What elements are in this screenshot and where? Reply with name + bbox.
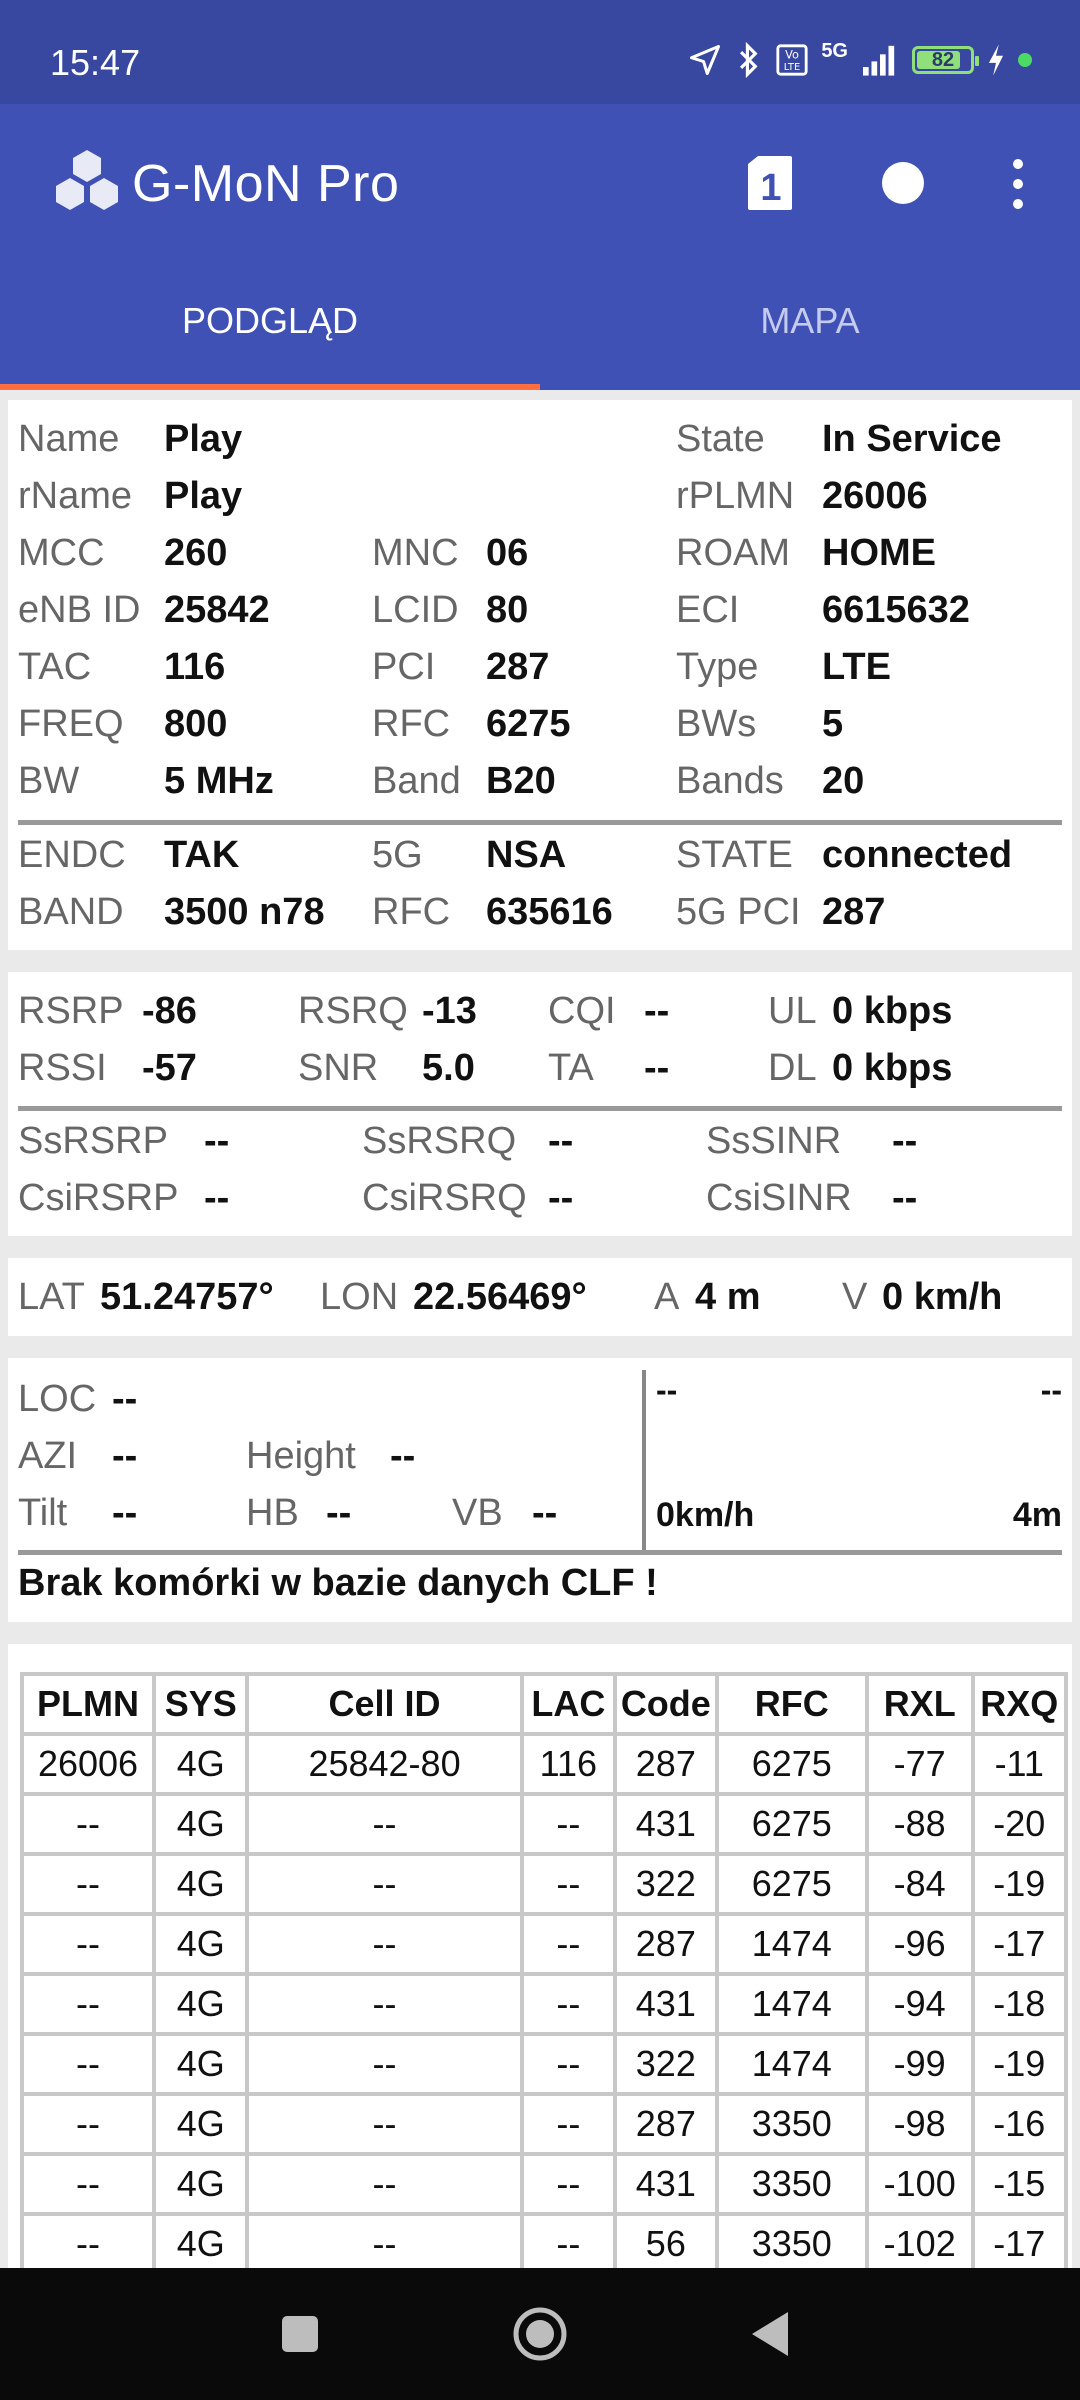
table-cell: -88 xyxy=(867,1794,973,1854)
table-cell: -84 xyxy=(867,1854,973,1914)
field-label: FREQ xyxy=(18,703,124,745)
divider xyxy=(18,820,1062,825)
table-row xyxy=(22,1914,1066,1974)
table-row xyxy=(22,1974,1066,2034)
hb-value: -- xyxy=(326,1492,352,1534)
table-cell: -18 xyxy=(973,1974,1067,2034)
table-cell: -20 xyxy=(973,1794,1067,1854)
field-value: 6615632 xyxy=(822,589,970,631)
table-cell: 26006 xyxy=(22,1734,154,1794)
table-cell: -- xyxy=(247,1974,521,2034)
field-value: 287 xyxy=(822,891,886,933)
table-cell: 4G xyxy=(154,1914,247,1974)
table-row xyxy=(22,1794,1066,1854)
tilt-value: -- xyxy=(112,1492,138,1534)
field-label: 5G xyxy=(372,834,423,876)
vb-label: VB xyxy=(452,1492,503,1534)
table-cell: -- xyxy=(247,1914,521,1974)
field-label: rName xyxy=(18,475,133,517)
signal-card xyxy=(8,972,1072,1236)
table-row xyxy=(22,1734,1066,1794)
field-label: Type xyxy=(676,646,759,688)
table-cell: -- xyxy=(522,1974,615,2034)
neighbor-cells-table xyxy=(20,1672,1068,2268)
table-cell: 3350 xyxy=(717,2154,867,2214)
lon-label: LON xyxy=(320,1276,399,1318)
tilt-label: Tilt xyxy=(18,1492,68,1534)
table-cell: 6275 xyxy=(717,1734,867,1794)
navigation-bar xyxy=(0,2268,1080,2400)
table-cell: 4G xyxy=(154,1734,247,1794)
field-label: RSRP xyxy=(18,990,124,1032)
field-value: 25842 xyxy=(164,589,270,631)
table-cell: 25842-80 xyxy=(247,1734,521,1794)
table-cell: -- xyxy=(522,2154,615,2214)
table-cell: -11 xyxy=(973,1734,1067,1794)
sector-top-right: -- xyxy=(1040,1372,1062,1408)
serving-cell-card xyxy=(8,400,1072,950)
overflow-menu-button[interactable] xyxy=(1000,154,1036,219)
field-value: -- xyxy=(548,1177,574,1219)
field-label: ENDC xyxy=(18,834,126,876)
table-row xyxy=(22,2154,1066,2214)
field-value: 5 MHz xyxy=(164,760,274,802)
table-cell: 4G xyxy=(154,1794,247,1854)
field-value: In Service xyxy=(822,418,1002,460)
table-cell: -- xyxy=(522,1794,615,1854)
app-title: G-MoN Pro xyxy=(132,155,400,213)
signal-bars-icon xyxy=(860,43,900,77)
field-label: RSRQ xyxy=(298,990,408,1032)
column-header: PLMN xyxy=(22,1674,154,1734)
table-cell: 1474 xyxy=(717,1974,867,2034)
field-value: TAK xyxy=(164,834,240,876)
accuracy-label: A xyxy=(654,1276,680,1318)
loc-value: -- xyxy=(112,1378,138,1420)
field-value: -57 xyxy=(142,1047,197,1089)
table-cell: 4G xyxy=(154,1854,247,1914)
field-label: UL xyxy=(768,990,817,1032)
table-cell: 4G xyxy=(154,2094,247,2154)
table-cell: -- xyxy=(247,1794,521,1854)
field-value: 800 xyxy=(164,703,228,745)
table-cell: -- xyxy=(522,2094,615,2154)
field-value: -86 xyxy=(142,990,197,1032)
vb-value: -- xyxy=(532,1492,558,1534)
location-arrow-icon xyxy=(687,42,723,78)
field-label: CsiRSRQ xyxy=(362,1177,527,1219)
table-cell: 6275 xyxy=(717,1854,867,1914)
speed-label: V xyxy=(842,1276,868,1318)
hexagon-logo-icon xyxy=(52,148,122,214)
sim-selector-button[interactable] xyxy=(746,154,794,217)
bluetooth-icon xyxy=(735,41,763,79)
tab-mapa[interactable]: MAPA xyxy=(760,300,860,341)
field-value: -- xyxy=(644,990,670,1032)
table-cell: -- xyxy=(22,1974,154,2034)
table-cell: -- xyxy=(247,2154,521,2214)
field-label: eNB ID xyxy=(18,589,141,631)
azi-value: -- xyxy=(112,1435,138,1477)
loc-label: LOC xyxy=(18,1378,97,1420)
field-value: -13 xyxy=(422,990,477,1032)
sector-top-left: -- xyxy=(656,1372,678,1408)
field-label: ROAM xyxy=(676,532,790,574)
table-cell: -19 xyxy=(973,1854,1067,1914)
field-value: 26006 xyxy=(822,475,928,517)
field-value: Play xyxy=(164,475,243,517)
table-cell: 3350 xyxy=(717,2094,867,2154)
svg-text:Vo: Vo xyxy=(785,47,800,62)
sector-speed: 0km/h xyxy=(656,1496,755,1534)
table-cell: 287 xyxy=(615,1914,717,1974)
table-cell: -16 xyxy=(973,2094,1067,2154)
height-label: Height xyxy=(246,1435,356,1477)
table-cell: -- xyxy=(22,2154,154,2214)
table-cell: -98 xyxy=(867,2094,973,2154)
table-cell: 1474 xyxy=(717,1914,867,1974)
field-value: 3500 n78 xyxy=(164,891,325,933)
record-button[interactable] xyxy=(880,160,926,211)
field-value: 260 xyxy=(164,532,228,574)
column-header: RFC xyxy=(717,1674,867,1734)
table-cell: 322 xyxy=(615,2034,717,2094)
table-cell: -17 xyxy=(973,2214,1067,2268)
field-value: 635616 xyxy=(486,891,613,933)
lat-value: 51.24757° xyxy=(100,1276,274,1318)
volte-icon xyxy=(775,43,809,77)
table-cell: 431 xyxy=(615,1794,717,1854)
field-value: HOME xyxy=(822,532,936,574)
column-header: Code xyxy=(615,1674,717,1734)
table-cell: -94 xyxy=(867,1974,973,2034)
table-cell: 116 xyxy=(522,1734,615,1794)
field-value: 0 kbps xyxy=(832,990,953,1032)
clf-missing-message: Brak komórki w bazie danych CLF ! xyxy=(18,1562,658,1604)
back-button[interactable] xyxy=(720,2268,820,2400)
field-value: connected xyxy=(822,834,1013,876)
column-header: SYS xyxy=(154,1674,247,1734)
field-label: RSSI xyxy=(18,1047,107,1089)
table-cell: -- xyxy=(22,1794,154,1854)
field-label: STATE xyxy=(676,834,793,876)
table-header-row xyxy=(22,1674,1066,1734)
field-value: LTE xyxy=(822,646,891,688)
field-label: BWs xyxy=(676,703,757,745)
table-cell: 4G xyxy=(154,1974,247,2034)
field-label: TA xyxy=(548,1047,594,1089)
table-cell: -100 xyxy=(867,2154,973,2214)
field-label: CQI xyxy=(548,990,616,1032)
field-value: Play xyxy=(164,418,243,460)
field-label: rPLMN xyxy=(676,475,795,517)
privacy-indicator-dot xyxy=(1018,53,1032,67)
field-value: 5 xyxy=(822,703,844,745)
sector-distance: 4m xyxy=(1012,1496,1062,1534)
field-label: ECI xyxy=(676,589,740,631)
table-cell: 431 xyxy=(615,2154,717,2214)
battery-level: 82 xyxy=(931,48,955,71)
table-cell: 431 xyxy=(615,1974,717,2034)
field-value: 20 xyxy=(822,760,865,802)
table-cell: -- xyxy=(522,1914,615,1974)
field-value: 5.0 xyxy=(422,1047,475,1089)
field-label: PCI xyxy=(372,646,436,688)
field-label: SsRSRQ xyxy=(362,1120,517,1162)
status-time: 15:47 xyxy=(50,42,141,83)
field-label: CsiSINR xyxy=(706,1177,852,1219)
location-card xyxy=(8,1258,1072,1336)
azi-label: AZI xyxy=(18,1435,78,1477)
field-value: NSA xyxy=(486,834,567,876)
lat-label: LAT xyxy=(18,1276,85,1318)
table-cell: 4G xyxy=(154,2214,247,2268)
table-cell: -77 xyxy=(867,1734,973,1794)
field-label: State xyxy=(676,418,765,460)
panel-separator xyxy=(642,1370,646,1550)
field-label: BW xyxy=(18,760,80,802)
table-cell: -- xyxy=(522,2214,615,2268)
sim-card-icon xyxy=(746,154,794,212)
field-label: CsiRSRP xyxy=(18,1177,179,1219)
field-value: -- xyxy=(204,1177,230,1219)
field-label: RFC xyxy=(372,703,451,745)
field-value: -- xyxy=(644,1047,670,1089)
charging-bolt-icon xyxy=(986,43,1006,77)
field-label: DL xyxy=(768,1047,817,1089)
record-dot-icon xyxy=(880,160,926,206)
field-value: -- xyxy=(548,1120,574,1162)
field-label: SsRSRP xyxy=(18,1120,168,1162)
table-cell: 3350 xyxy=(717,2214,867,2268)
field-value: -- xyxy=(892,1177,918,1219)
field-label: Band xyxy=(372,760,461,802)
table-cell: 287 xyxy=(615,2094,717,2154)
table-cell: -- xyxy=(247,2034,521,2094)
field-value: 0 kbps xyxy=(832,1047,953,1089)
speed-value: 0 km/h xyxy=(882,1276,1003,1318)
table-cell: 4G xyxy=(154,2034,247,2094)
field-label: Bands xyxy=(676,760,784,802)
table-cell: 56 xyxy=(615,2214,717,2268)
field-label: MCC xyxy=(18,532,105,574)
table-cell: -- xyxy=(247,1854,521,1914)
table-cell: -- xyxy=(247,2214,521,2268)
accuracy-value: 4 m xyxy=(695,1276,761,1318)
table-cell: -- xyxy=(247,2094,521,2154)
table-cell: -17 xyxy=(973,1914,1067,1974)
table-row xyxy=(22,2214,1066,2268)
column-header: RXQ xyxy=(973,1674,1067,1734)
divider xyxy=(18,1106,1062,1111)
neighbor-cells-card xyxy=(8,1644,1072,2268)
app-bar xyxy=(0,104,1080,390)
table-cell: 322 xyxy=(615,1854,717,1914)
table-cell: -96 xyxy=(867,1914,973,1974)
divider xyxy=(18,1550,1062,1555)
sim-number: 1 xyxy=(760,167,782,209)
table-cell: -- xyxy=(22,1914,154,1974)
field-value: 06 xyxy=(486,532,529,574)
field-label: RFC xyxy=(372,891,451,933)
recents-square-icon xyxy=(280,2314,320,2354)
field-value: 6275 xyxy=(486,703,571,745)
table-cell: 4G xyxy=(154,2154,247,2214)
battery-icon xyxy=(912,46,974,74)
field-label: BAND xyxy=(18,891,124,933)
tab-indicator xyxy=(0,384,540,390)
table-cell: -- xyxy=(522,1854,615,1914)
field-label: Name xyxy=(18,418,120,460)
field-value: 116 xyxy=(164,646,226,688)
table-cell: -19 xyxy=(973,2034,1067,2094)
column-header: LAC xyxy=(522,1674,615,1734)
table-cell: -- xyxy=(22,2214,154,2268)
table-cell: 6275 xyxy=(717,1794,867,1854)
field-label: SNR xyxy=(298,1047,379,1089)
field-value: 287 xyxy=(486,646,550,688)
status-bar xyxy=(0,0,1080,104)
field-label: MNC xyxy=(372,532,459,574)
lon-value: 22.56469° xyxy=(413,1276,587,1318)
home-button[interactable] xyxy=(490,2268,590,2400)
column-header: Cell ID xyxy=(247,1674,521,1734)
field-value: B20 xyxy=(486,760,556,802)
field-value: -- xyxy=(892,1120,918,1162)
home-circle-icon xyxy=(512,2306,568,2362)
hb-label: HB xyxy=(246,1492,299,1534)
table-row xyxy=(22,1854,1066,1914)
table-cell: -99 xyxy=(867,2034,973,2094)
table-row xyxy=(22,2034,1066,2094)
status-icons xyxy=(687,40,1032,80)
table-cell: -- xyxy=(22,2034,154,2094)
table-cell: -15 xyxy=(973,2154,1067,2214)
table-cell: -- xyxy=(22,2094,154,2154)
table-cell: -- xyxy=(522,2034,615,2094)
tab-podglad[interactable]: PODGLĄD xyxy=(181,300,359,341)
table-row xyxy=(22,2094,1066,2154)
table-cell: 1474 xyxy=(717,2034,867,2094)
field-value: 80 xyxy=(486,589,529,631)
back-triangle-icon xyxy=(748,2310,792,2358)
field-label: 5G PCI xyxy=(676,891,801,933)
network-type: 5G xyxy=(821,40,848,62)
table-cell: -102 xyxy=(867,2214,973,2268)
height-value: -- xyxy=(390,1435,416,1477)
recents-button[interactable] xyxy=(250,2268,350,2400)
field-label: SsSINR xyxy=(706,1120,842,1162)
field-label: TAC xyxy=(18,646,92,688)
table-cell: -- xyxy=(22,1854,154,1914)
svg-text:LTE: LTE xyxy=(784,61,801,73)
field-label: LCID xyxy=(372,589,459,631)
more-vert-icon xyxy=(1000,154,1036,214)
column-header: RXL xyxy=(867,1674,973,1734)
table-cell: 287 xyxy=(615,1734,717,1794)
field-value: -- xyxy=(204,1120,230,1162)
site-info-card xyxy=(8,1358,1072,1622)
